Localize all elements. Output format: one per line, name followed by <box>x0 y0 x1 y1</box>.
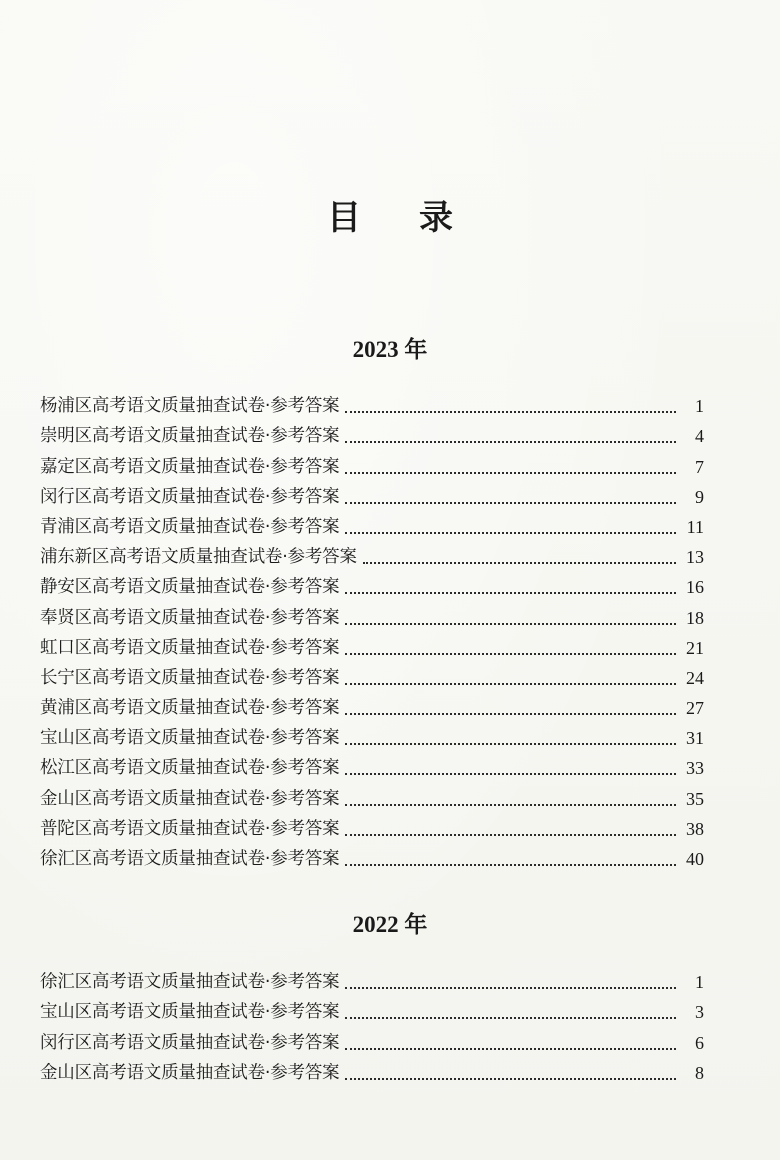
toc-entry-label: 徐汇区高考语文质量抽查试卷·参考答案 <box>40 849 340 869</box>
toc-entry-label: 闵行区高考语文质量抽查试卷·参考答案 <box>40 1032 340 1053</box>
page-title <box>0 190 780 239</box>
section-heading-2022: 2022 年 <box>352 912 428 937</box>
toc-entry-page: 1 <box>695 972 704 993</box>
toc-entry-page: 16 <box>686 577 704 598</box>
toc-entry[interactable] <box>40 482 704 512</box>
toc-entry-page: 13 <box>686 547 704 568</box>
toc-entry-page: 8 <box>695 1062 704 1083</box>
toc-entry[interactable] <box>40 512 704 542</box>
toc-entry[interactable] <box>40 783 704 813</box>
toc-entry-page: 33 <box>686 758 704 779</box>
dot-leader <box>345 864 676 866</box>
dot-leader <box>345 623 676 625</box>
toc-entry-page: 38 <box>686 818 704 839</box>
toc-entry-label: 崇明区高考语文质量抽查试卷·参考答案 <box>40 426 340 447</box>
toc-entry-label: 浦东新区高考语文质量抽查试卷·参考答案 <box>40 547 357 568</box>
dot-leader <box>345 653 676 655</box>
dot-leader <box>345 1078 676 1080</box>
toc-entry-label: 静安区高考语文质量抽查试卷·参考答案 <box>40 577 340 598</box>
dot-leader <box>345 411 676 413</box>
toc-entry[interactable] <box>40 1058 704 1088</box>
toc-entry-page: 11 <box>686 516 704 537</box>
dot-leader <box>345 743 676 745</box>
toc-entry-label: 宝山区高考语文质量抽查试卷·参考答案 <box>40 1002 340 1023</box>
dot-leader <box>345 592 676 594</box>
toc-entry-page: 27 <box>686 698 704 719</box>
toc-entry[interactable] <box>40 391 704 421</box>
dot-leader <box>345 834 676 836</box>
toc-entry-page: 6 <box>695 1032 704 1053</box>
toc-entry[interactable] <box>40 1027 704 1057</box>
dot-leader <box>345 532 676 534</box>
toc-entry[interactable] <box>40 633 704 663</box>
toc-entry-page: 3 <box>695 1002 704 1023</box>
toc-entry-label: 松江区高考语文质量抽查试卷·参考答案 <box>40 758 340 779</box>
toc-entry-page: 24 <box>686 667 704 688</box>
toc-entry-page: 21 <box>686 637 704 658</box>
dot-leader <box>345 502 676 504</box>
toc-entry-label: 徐汇区高考语文质量抽查试卷·参考答案 <box>40 972 340 993</box>
toc-entry[interactable] <box>40 967 704 997</box>
toc-entry[interactable] <box>40 693 704 723</box>
dot-leader <box>345 1048 676 1050</box>
toc-entry-label: 黄浦区高考语文质量抽查试卷·参考答案 <box>40 698 340 719</box>
toc-entry[interactable] <box>40 844 704 874</box>
toc-entry-label: 青浦区高考语文质量抽查试卷·参考答案 <box>40 516 340 537</box>
toc-entry[interactable] <box>40 542 704 572</box>
toc-list-2023 <box>40 391 704 874</box>
page-title-char: 录 <box>419 198 453 238</box>
toc-entry-label: 奉贤区高考语文质量抽查试卷·参考答案 <box>40 607 340 628</box>
toc-entry-label: 闵行区高考语文质量抽查试卷·参考答案 <box>40 486 340 507</box>
toc-entry-label: 长宁区高考语文质量抽查试卷·参考答案 <box>40 667 340 688</box>
toc-entry-page: 7 <box>695 456 704 477</box>
toc-entry[interactable] <box>40 572 704 602</box>
toc-entry-label: 杨浦区高考语文质量抽查试卷·参考答案 <box>40 396 340 417</box>
toc-entry-label: 虹口区高考语文质量抽查试卷·参考答案 <box>40 637 340 658</box>
toc-entry-page: 18 <box>686 607 704 628</box>
page-title-char: 目 <box>327 198 361 238</box>
toc-entry[interactable] <box>40 753 704 783</box>
toc-entry-label: 普陀区高考语文质量抽查试卷·参考答案 <box>40 818 340 839</box>
toc-entry[interactable] <box>40 814 704 844</box>
toc-entry-page: 31 <box>686 728 704 749</box>
toc-entry-label: 宝山区高考语文质量抽查试卷·参考答案 <box>40 728 340 749</box>
toc-entry[interactable] <box>40 602 704 632</box>
toc-entry-label: 金山区高考语文质量抽查试卷·参考答案 <box>40 788 340 809</box>
toc-entry[interactable] <box>40 421 704 451</box>
toc-entry-page: 4 <box>695 426 704 447</box>
toc-list-2022 <box>40 967 704 1088</box>
dot-leader <box>363 562 676 564</box>
toc-entry[interactable] <box>40 663 704 693</box>
toc-entry-page: 1 <box>695 396 704 417</box>
toc-entry-label: 嘉定区高考语文质量抽查试卷·参考答案 <box>40 456 340 477</box>
toc-entry-label: 金山区高考语文质量抽查试卷·参考答案 <box>40 1062 340 1083</box>
dot-leader <box>345 713 676 715</box>
section-heading-2023: 2023 年 <box>352 337 428 362</box>
toc-entry[interactable] <box>40 723 704 753</box>
dot-leader <box>345 683 676 685</box>
dot-leader <box>345 472 676 474</box>
toc-entry-page: 9 <box>695 486 704 507</box>
toc-entry[interactable] <box>40 997 704 1027</box>
dot-leader <box>345 987 676 989</box>
dot-leader <box>345 1017 676 1019</box>
toc-entry[interactable] <box>40 451 704 481</box>
toc-entry-page: 35 <box>686 788 704 809</box>
dot-leader <box>345 441 676 443</box>
dot-leader <box>345 804 676 806</box>
toc-entry-page: 40 <box>686 849 704 869</box>
dot-leader <box>345 773 676 775</box>
